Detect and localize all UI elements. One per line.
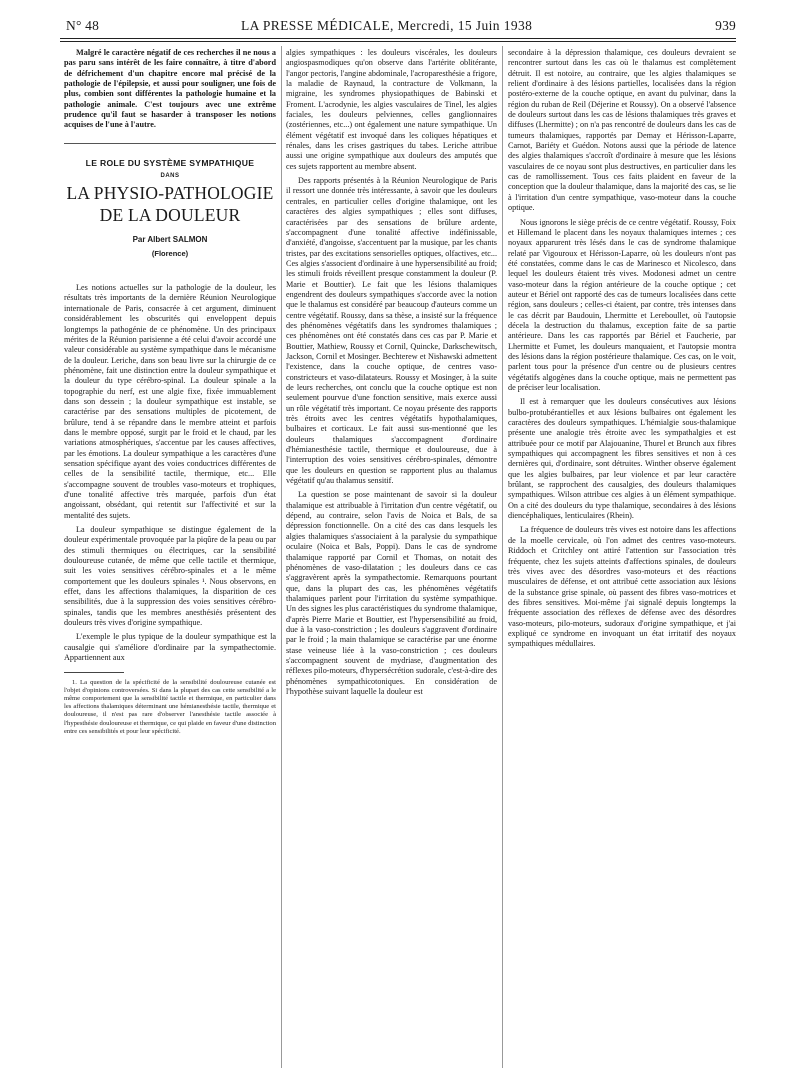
- page-header: [66, 18, 736, 36]
- paragraph: Les notions actuelles sur la pathologie de la douleur, les résultats très importants de la dernière Réunion Neurologique internationale de Paris, consacrée à cet argument, diminuent considérablement les obscurités qui enveloppent depuis longtemps la pathogénie de ce phénomène. Un des principaux mérites de la Réunion parisienne a été celui d'avoir accordé une valeur considérable au système sympathique dans le mécanisme de la douleur. Leriche, dans son beau livre sur la chirurgie de ce phénomène, fait une distinction entre la douleur sympathique et la douleur du type cérébro-spinal. La douleur spinale a la topographie du nerf, est une algie fixe, fixée immuablement dans son dessein ; la douleur sympathique est instable, se caractérise par des sensations multiples de picotement, de brûlure, tend à se répandre dans le membre atteint et parfois dans le membre opposé, surgit par le froid et le chaud, par les variations atmosphériques, s'accentue par les causes affectives, par les émotions. La douleur sympathique a les caractères d'une sensation spécifique ayant des voies conductrices différentes de celles de la sensibilité tactile, thermique, etc... Elle s'accompagne souvent de troubles vaso-moteurs et trophiques, d'une tonalité affective très marquée, parfois d'un état angoissant, obsédant, qui retentit sur l'affectivité et sur la mentalité des sujets.: [64, 283, 276, 520]
- previous-article-ending: [64, 48, 276, 131]
- paragraph: secondaire à la dépression thalamique, ces douleurs devraient se rencontrer surtout dans les cas où le thalamus est complètement détruit. Il est notoire, au contraire, que les algies thalamiques se relient d'ordinaire à des lésions partielles, localisées dans la région postéro-externe de la couche optique, en avant du pulvinar, dans la région du ruban de Reil (Déjerine et Roussy). On a observé l'absence de douleurs surtout dans les cas de lésions thalamiques très graves et diffuses (Lhermitte) ; on n'a pas rencontré de douleurs dans les cas de tumeurs thalamiques, rapportés par Demay et Hérisson-Laparre, Carnot, Bariéty et Guédon. Notons aussi que la période de latence des algies thalamiques s'accroît d'ordinaire à mesure que les lésions vasculaires de ce noyau sont plus destructives, en particulier dans les cas de ramollissement. Tous ces faits plaident en faveur de la conception que la douleur thalamique, dans la majorité des cas, se lie à l'irritation d'un centre sympathique, vaso-moteur dans la couche optique.: [508, 48, 736, 213]
- paragraph: Nous ignorons le siège précis de ce centre végétatif. Roussy, Foix et Hillemand le placent dans les noyaux thalamiques internes ; ces noyaux apparurent très lésés dans le cas de syndrome thalamique relaté par Vigouroux et Hérisson-Laparre, où les douleurs n'ont pas été constatées, comme dans le cas de Marinesco et Nicolesco, dans lequel les douleurs étaient très vives. Modonesi admet un centre vaso-moteur dans la région antérieure de la couche optique ; cet auteur et Bériel ont rapporté des cas de tumeurs localisées dans cette région, sans douleurs ; celles-ci étaient, par contre, très intenses dans le cas décrit par Baudouin, Lhermitte et Lereboullet, où l'autopsie décela la destruction du thalamus, exception faite de sa partie antérieure. Dans les cas rapportés par Bériel et Faucherie, par Lhermitte et Fumet, les douleurs manquaient, et l'autopsie montra des lésions dans la région postérieure thalamique. Ces cas, on le voit, parlent tous pour la présence d'un centre ou de plusieurs centres végétatifs algogènes dans la couche optique, mais ne permettent pas de préciser leur localisation.: [508, 217, 736, 392]
- paragraph: L'exemple le plus typique de la douleur sympathique est la causalgie qui s'améliore d'ordinaire par la sympathectomie. Appartiennent aux: [64, 632, 276, 663]
- article-supertitle: LE ROLE DU SYSTÈME SYMPATHIQUE: [85, 157, 255, 168]
- column-divider-1: [281, 46, 282, 1068]
- article-body-col1: [64, 283, 276, 663]
- article-city: (Florence): [151, 248, 189, 258]
- intro-paragraph: Malgré le caractère négatif de ces recherches il ne nous a pas paru sans intérêt de les faire connaître, à titre d'abord de défrichement d'un chapitre encore mal précisé de la pathologie de l'épilepsie, et aussi pour souligner, une fois de plus, combien sont différentes la pathologie humaine et la pathologie animale. C'est toujours avec une extrême prudence qu'il faut se hasarder à transposer les notions acquises de l'une à l'autre.: [64, 48, 276, 130]
- article-connector: DANS: [160, 173, 180, 180]
- column-3: [508, 48, 736, 650]
- paragraph: La question se pose maintenant de savoir si la douleur thalamique est attribuable à l'irritation d'un centre végétatif, ou dépend, au contraire, selon l'avis de Noica et Bals, de sa dépression fonctionnelle. On a cité des cas dans lesquels les algies thalamiques s'associaient à la paralysie du sympathique oculaire (Noica et Bals, Poppi). Dans le cas de syndrome thalamique rapporté par Cornil et Thomas, on notait des phénomènes de vaso-dilatation ; les douleurs dans ce cas s'aggravèrent après la sympathectomie. Remarquons pourtant que, dans la plupart des cas, les phénomènes végétatifs thalamiques parlent pour l'irritation du système sympathique. Un des signes les plus caractéristiques du syndrome thalamique, d'après Pierre Marie et Bouttier, est l'hypersensibilité au froid, due à la vaso-constriction ; les douleurs s'aggravent d'ordinaire par le froid ; la main thalamique se caractérise par une énorme stase veineuse liée à la vaso-constriction ; ces douleurs s'accompagnent souvent de mydriase, d'augmentation des réflexes pilo-moteurs, d'hypersécrétion sudorale, c'est-à-dire des phénomènes sympathicotoniques. En considération de l'hypothèse suivant laquelle la douleur est: [286, 490, 497, 696]
- issue-number: N° 48: [66, 18, 100, 33]
- header-rule-bottom: [60, 41, 736, 42]
- journal-line: LA PRESSE MÉDICALE, Mercredi, 15 Juin 1938: [241, 18, 533, 33]
- paragraph: La douleur sympathique se distingue également de la douleur expérimentale provoquée par la piqûre de la peau ou par des stimuli thermiques ou électriques, car la sensibilité douloureuse cutanée, de même que celle tactile et thermique, suit les voies sensitives cérébro-spinales et a le même comportement que les douleurs spinales ¹. Nous observons, en effet, dans les affections thalamiques, la disparition de ces sensibilités, due à la suppression des voies sensitives cérébro-spinales, tandis que les membres anesthésiés présentent des douleurs très vives d'origine sympathique.: [64, 525, 276, 628]
- footnote: [64, 679, 276, 736]
- paragraph: algies sympathiques : les douleurs viscérales, les douleurs angiospasmodiques qu'on observe dans l'artérite oblitérante, l'angor pectoris, l'angine abdominale, l'acroparesthésie a frigore, la maladie de Raynaud, la contracture de Volkmann, la migraine, les syndromes physiopathiques de Babinski et Froment. L'acrodynie, les algies vasculaires de Tinel, les algies faciales, les douleurs pelviennes, celles ganglionnaires (zostériennes, etc...) ont également une nature sympathique. Un élément végétatif est invoqué dans les coliques hépatiques et rénales, dans les crises gastriques du tabes. Leriche attribue aussi une origine sympathique aux douleurs des amputés que ces sujets rapportent au membre absent.: [286, 48, 497, 171]
- footnote-rule: [64, 672, 124, 673]
- paragraph: Des rapports présentés à la Réunion Neurologique de Paris il ressort une donnée très intéressante, à savoir que les douleurs centrales, en particulier celles d'origine thalamique, ont les caractères des algies sympathiques ; elles sont diffuses, caractérisées par des sensations de brûlure ardente, s'accompagnent d'une tonalité affective indéfinissable, d'anxiété, d'angoisse, s'accentuent par la musique, par les chants tristes, par des excitations sensorielles optiques, olfactives, etc... Ces algies s'associent d'ordinaire à une hypersensibilité au froid; les stimuli froids réveillent presque constamment la douleur (P. Marie et Bouttier). Le fait que les lésions thalamiques engendrent des douleurs sympathiques s'accorde avec la notion que le thalamus est considéré par beaucoup d'auteurs comme un centre végétatif. Roussy, dans sa thèse, a insisté sur la fréquence des phénomènes végétatifs dans les syndromes thalamiques ; ces phénomènes ont été constatés dans ces cas par P. Marie et Bouttier, Mathiew, Roussy et Cornil, Quincke, Darkschewitsch, Jackson, Cornil et Mosinger. Bechterew et Nishawski admettent l'existence, dans la couche optique, de centres vaso-constricteurs et vaso-dilatateurs. Roussy et Mosinger, à la suite de leurs recherches, ont conclu que la couche optique est non seulement pourvue d'une fonction sensitive, mais exerce aussi un rôle végétatif très important. Ce noyau présente des rapports très étroits avec les centres végétatifs hypothalamiques, bulbaires et corticaux. Le fait aussi sus-mentionné que les douleurs thalamiques s'accompagnent d'ordinaire d'hémianesthésie tactile, thermique et douloureuse, due à l'interruption des voies sensitives cérébro-spinales, démontre que les douleurs en question se rapportent plus au thalamus végétatif qu'au thalamus sensitif.: [286, 176, 497, 486]
- column-divider-2: [502, 46, 503, 1068]
- paragraph: La fréquence de douleurs très vives est notoire dans les affections de la moelle cervicale, où l'on admet des centres vaso-moteurs. Riddoch et Critchley ont attiré l'attention sur l'association très fréquente, chez les sujets atteints d'affections spinales, de douleurs très vives avec des désordres vaso-moteurs et des réactions musculaires de défense, et ont attribué cette association aux lésions de la substance grise spinale, où passent des fibres vaso-motrices et des fibres sensitives. Moi-même j'ai signalé depuis longtemps la fréquente association des réflexes de défense avec des désordres vaso-moteurs, pilo-moteurs, sudoraux d'origine sympathique, et j'ai expliqué ce syndrome en invoquant un état irritatif des noyaux sympathiques médullaires.: [508, 525, 736, 649]
- header-rule-top: [60, 38, 736, 39]
- article-author: Par Albert SALMON: [132, 235, 208, 245]
- page-number: 939: [715, 18, 736, 33]
- article-title-line1: LA PHYSIO-PATHOLOGIE: [66, 183, 274, 204]
- column-1: [64, 48, 276, 736]
- article-title-line2: DE LA DOULEUR: [99, 205, 241, 226]
- footnote-text: 1. La question de la spécificité de la sensibilité douloureuse cutanée est l'objet d'opinions controversées. Si dans la plupart des cas cette sensibilité a le même comportement que la sensibilité tactile et thermique, en particulier dans les affections thalamiques déterminant une hémianesthésie tactile, thermique et douloureuse, il n'est pas rare d'observer l'anesthésie tactile associée à l'hypesthésie douloureuse et thermique, ce qui plaide en faveur d'une distinction entre ces sensibilités et pour leur spécificité.: [64, 678, 276, 735]
- article-heading: [64, 143, 276, 259]
- column-2: [286, 48, 497, 697]
- paragraph: Il est à remarquer que les douleurs consécutives aux lésions bulbo-protubérantielles et aux lésions bulbaires ont également les caractères des douleurs sympathiques. L'hémialgie sous-thalamique présente une analogie très étroite avec les sympathalgies et est attribuée pour ce motif par Alajouanine, Thurel et Brunch aux fibres sympathiques qui accompagnent les fibres sensitives et non à ces dernières qui, d'ordinaire, sont détruites. Winther observe également que les algies bulbaires, par leur violence et par leur caractère brûlant, se rapprochent des causalgies, des douleurs thalamiques sympathiques. Wilson attribue ces algies à un élément sympathique. On a cité des douleurs du type thalamique, secondaires à des lésions diencéphaliques, lenticulaires (Rhein).: [508, 397, 736, 521]
